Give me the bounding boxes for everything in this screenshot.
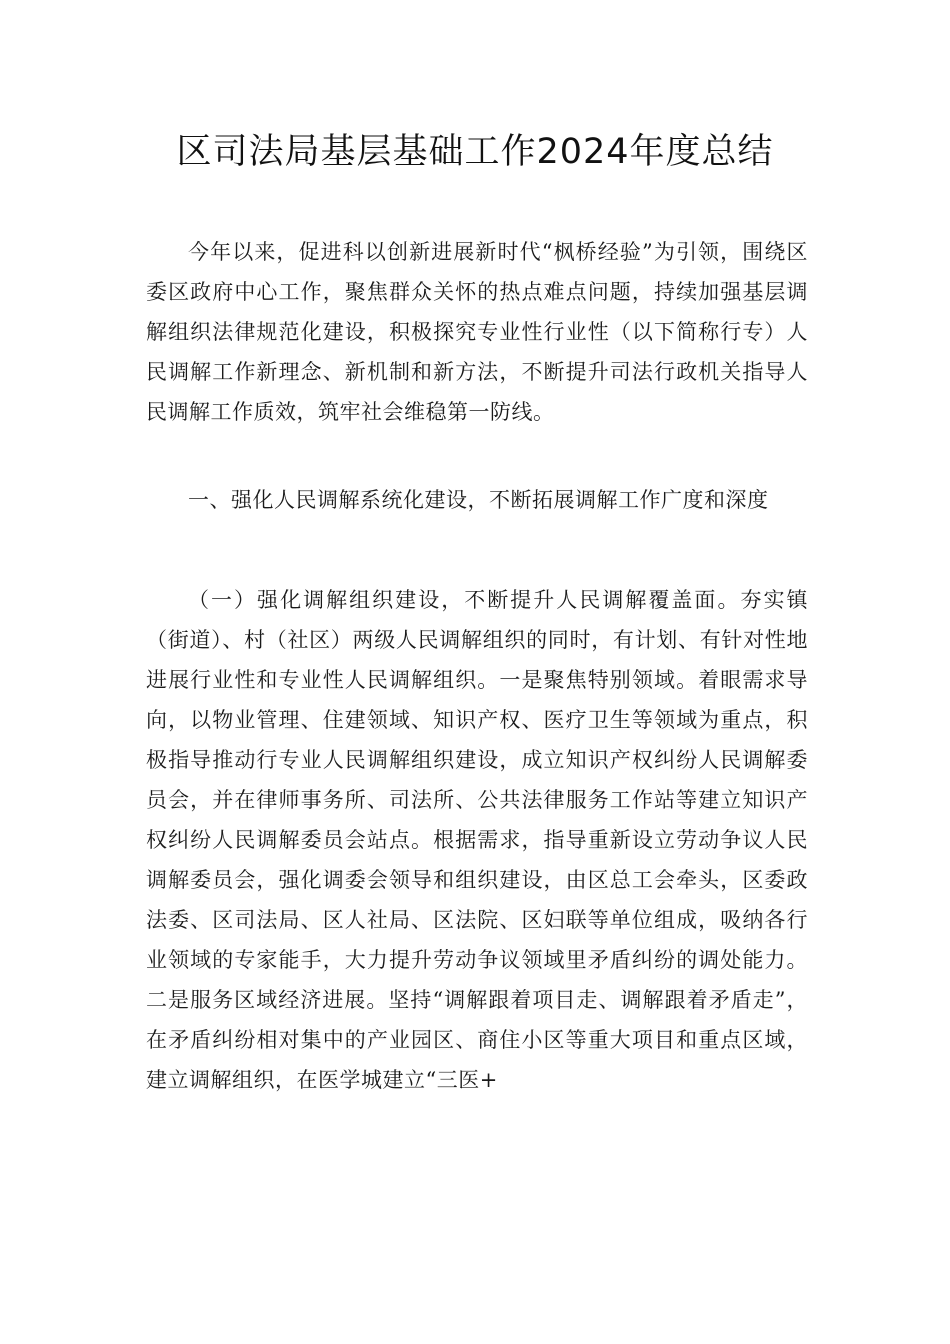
section-heading-1: 一、强化人民调解系统化建设，不断拓展调解工作广度和深度	[188, 488, 769, 512]
document-title: 区司法局基层基础工作2024年度总结	[176, 132, 774, 172]
section-1-paragraph: （一）强化调解组织建设，不断提升人民调解覆盖面。夯实镇（街道）、村（社区）两级人民调解组织的同时，有计划、有针对性地进展行业性和专业性人民调解组织。一是聚焦特别领域。着眼需求导向，以物业管理、住建领域、知识产权、医疗卫生等领域为重点，积极指导推动行专业人民调解组织建设，成立知识产权纠纷人民调解委员会，并在律师事务所、司法所、公共法律服务工作站等建立知识产权纠纷人民调解委员会站点。根据需求，指导重新设立劳动争议人民调解委员会，强化调委会领导和组织建设，由区总工会牵头，区委政法委、区司法局、区人社局、区法院、区妇联等单位组成，吸纳各行业领域的专家能手，大力提升劳动争议领域里矛盾纠纷的调处能力。二是服务区域经济进展。坚持“调解跟着项目走、调解跟着矛盾走”，在矛盾纠纷相对集中的产业园区、商住小区等重大项目和重点区域，建立调解组织，在医学城建立“三医+	[146, 588, 808, 1092]
intro-paragraph: 今年以来，促进科以创新进展新时代“枫桥经验”为引领，围绕区委区政府中心工作，聚焦群众关怀的热点难点问题，持续加强基层调解组织法律规范化建设，积极探究专业性行业性（以下简称行专）人民调解工作新理念、新机制和新方法，不断提升司法行政机关指导人民调解工作质效，筑牢社会维稳第一防线。	[146, 240, 808, 424]
